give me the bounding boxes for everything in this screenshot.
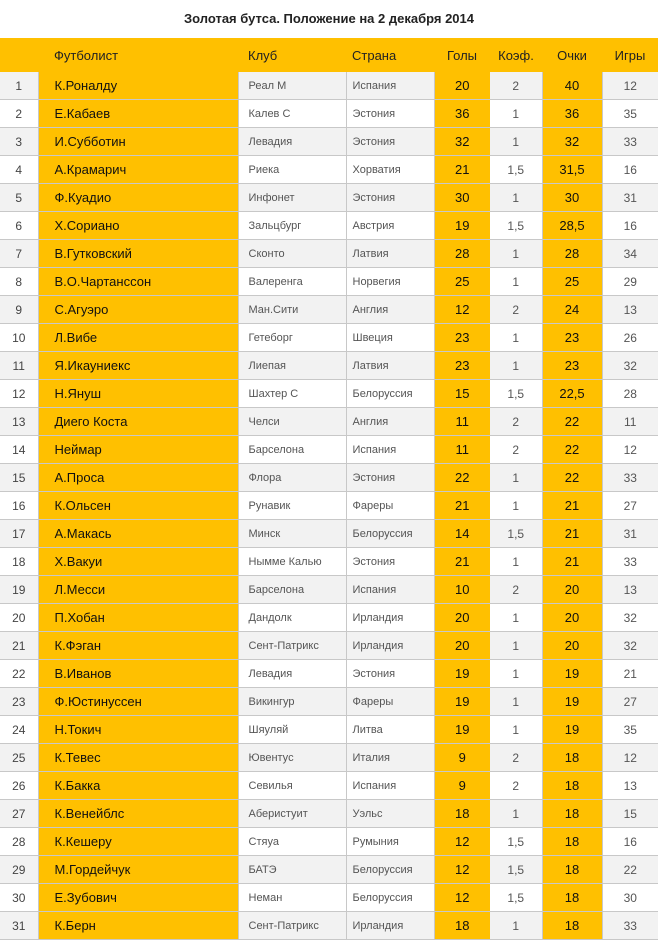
table-row	[0, 100, 658, 128]
games-value: 33	[602, 912, 658, 940]
player-name: К.Фэган	[38, 632, 238, 660]
player-name: Я.Икауниекс	[38, 352, 238, 380]
club-name: Ювентус	[238, 744, 346, 772]
goals-value: 30	[434, 184, 490, 212]
player-name: А.Крамарич	[38, 156, 238, 184]
points-value: 19	[542, 716, 602, 744]
table-row	[0, 72, 658, 100]
coef-value: 1	[490, 688, 542, 716]
goals-value: 20	[434, 632, 490, 660]
country-name: Румыния	[346, 828, 434, 856]
player-name: Неймар	[38, 436, 238, 464]
page-title: Золотая бутса. Положение на 2 декабря 2014	[184, 11, 474, 26]
player-name: Е.Зубович	[38, 884, 238, 912]
table-row	[0, 436, 658, 464]
country-name: Ирландия	[346, 632, 434, 660]
country-name: Фареры	[346, 688, 434, 716]
goals-value: 9	[434, 772, 490, 800]
points-value: 18	[542, 828, 602, 856]
header-coef: Коэф.	[490, 38, 542, 72]
goals-value: 11	[434, 436, 490, 464]
row-number: 21	[0, 632, 38, 660]
row-number: 5	[0, 184, 38, 212]
row-number: 16	[0, 492, 38, 520]
goals-value: 19	[434, 212, 490, 240]
country-name: Фареры	[346, 492, 434, 520]
games-value: 30	[602, 884, 658, 912]
games-value: 32	[602, 632, 658, 660]
club-name: Левадия	[238, 660, 346, 688]
row-number: 20	[0, 604, 38, 632]
coef-value: 2	[490, 576, 542, 604]
table-row	[0, 520, 658, 548]
points-value: 28	[542, 240, 602, 268]
player-name: И.Субботин	[38, 128, 238, 156]
club-name: Нымме Калью	[238, 548, 346, 576]
points-value: 23	[542, 324, 602, 352]
row-number: 18	[0, 548, 38, 576]
goals-value: 23	[434, 324, 490, 352]
coef-value: 1	[490, 660, 542, 688]
row-number: 1	[0, 72, 38, 100]
goals-value: 18	[434, 800, 490, 828]
club-name: Инфонет	[238, 184, 346, 212]
goals-value: 28	[434, 240, 490, 268]
club-name: Рунавик	[238, 492, 346, 520]
points-value: 20	[542, 576, 602, 604]
table-header	[0, 38, 658, 72]
goals-value: 12	[434, 856, 490, 884]
country-name: Белоруссия	[346, 856, 434, 884]
coef-value: 1	[490, 324, 542, 352]
player-name: В.О.Чартанссон	[38, 268, 238, 296]
country-name: Латвия	[346, 240, 434, 268]
row-number: 27	[0, 800, 38, 828]
table-row	[0, 128, 658, 156]
coef-value: 1,5	[490, 520, 542, 548]
club-name: БАТЭ	[238, 856, 346, 884]
table-row	[0, 912, 658, 940]
games-value: 33	[602, 548, 658, 576]
club-name: Барселона	[238, 576, 346, 604]
coef-value: 1	[490, 912, 542, 940]
table-row	[0, 464, 658, 492]
club-name: Лиепая	[238, 352, 346, 380]
games-value: 27	[602, 688, 658, 716]
coef-value: 1	[490, 604, 542, 632]
player-name: П.Хобан	[38, 604, 238, 632]
table-row	[0, 800, 658, 828]
standings-table	[0, 38, 658, 940]
goals-value: 11	[434, 408, 490, 436]
goals-value: 19	[434, 716, 490, 744]
table-row	[0, 156, 658, 184]
club-name: Гетеборг	[238, 324, 346, 352]
player-name: Н.Януш	[38, 380, 238, 408]
player-name: А.Макась	[38, 520, 238, 548]
coef-value: 2	[490, 296, 542, 324]
country-name: Эстония	[346, 548, 434, 576]
table-row	[0, 212, 658, 240]
player-name: К.Ольсен	[38, 492, 238, 520]
row-number: 11	[0, 352, 38, 380]
games-value: 11	[602, 408, 658, 436]
country-name: Литва	[346, 716, 434, 744]
table-row	[0, 268, 658, 296]
goals-value: 21	[434, 492, 490, 520]
coef-value: 1,5	[490, 156, 542, 184]
points-value: 40	[542, 72, 602, 100]
country-name: Белоруссия	[346, 884, 434, 912]
club-name: Минск	[238, 520, 346, 548]
club-name: Флора	[238, 464, 346, 492]
club-name: Шяуляй	[238, 716, 346, 744]
club-name: Сент-Патрикс	[238, 632, 346, 660]
player-name: А.Проса	[38, 464, 238, 492]
goals-value: 36	[434, 100, 490, 128]
games-value: 28	[602, 380, 658, 408]
games-value: 31	[602, 520, 658, 548]
row-number: 3	[0, 128, 38, 156]
games-value: 22	[602, 856, 658, 884]
games-value: 13	[602, 576, 658, 604]
club-name: Севилья	[238, 772, 346, 800]
coef-value: 1	[490, 352, 542, 380]
table-row	[0, 660, 658, 688]
goals-value: 32	[434, 128, 490, 156]
goals-value: 14	[434, 520, 490, 548]
points-value: 19	[542, 660, 602, 688]
table-row	[0, 548, 658, 576]
player-name: К.Венейблс	[38, 800, 238, 828]
header-row	[0, 38, 658, 72]
coef-value: 1,5	[490, 212, 542, 240]
player-name: Х.Сориано	[38, 212, 238, 240]
player-name: К.Берн	[38, 912, 238, 940]
table-row	[0, 408, 658, 436]
row-number: 28	[0, 828, 38, 856]
table-row	[0, 772, 658, 800]
points-value: 19	[542, 688, 602, 716]
row-number: 7	[0, 240, 38, 268]
goals-value: 19	[434, 688, 490, 716]
country-name: Австрия	[346, 212, 434, 240]
games-value: 21	[602, 660, 658, 688]
coef-value: 1	[490, 240, 542, 268]
player-name: К.Кешеру	[38, 828, 238, 856]
country-name: Англия	[346, 408, 434, 436]
coef-value: 1	[490, 128, 542, 156]
country-name: Белоруссия	[346, 380, 434, 408]
coef-value: 2	[490, 772, 542, 800]
row-number: 2	[0, 100, 38, 128]
games-value: 31	[602, 184, 658, 212]
row-number: 29	[0, 856, 38, 884]
country-name: Испания	[346, 436, 434, 464]
games-value: 33	[602, 464, 658, 492]
points-value: 21	[542, 492, 602, 520]
games-value: 34	[602, 240, 658, 268]
player-name: Х.Вакуи	[38, 548, 238, 576]
club-name: Сконто	[238, 240, 346, 268]
country-name: Испания	[346, 576, 434, 604]
header-player: Футболист	[38, 38, 238, 72]
row-number: 15	[0, 464, 38, 492]
points-value: 23	[542, 352, 602, 380]
games-value: 12	[602, 436, 658, 464]
points-value: 18	[542, 800, 602, 828]
goals-value: 18	[434, 912, 490, 940]
row-number: 6	[0, 212, 38, 240]
coef-value: 1	[490, 800, 542, 828]
club-name: Ман.Сити	[238, 296, 346, 324]
country-name: Швеция	[346, 324, 434, 352]
points-value: 18	[542, 856, 602, 884]
player-name: К.Роналду	[38, 72, 238, 100]
country-name: Испания	[346, 772, 434, 800]
table-row	[0, 604, 658, 632]
table-row	[0, 828, 658, 856]
games-value: 32	[602, 604, 658, 632]
row-number: 30	[0, 884, 38, 912]
country-name: Италия	[346, 744, 434, 772]
player-name: К.Бакка	[38, 772, 238, 800]
club-name: Зальцбург	[238, 212, 346, 240]
table-row	[0, 492, 658, 520]
points-value: 28,5	[542, 212, 602, 240]
coef-value: 1	[490, 548, 542, 576]
country-name: Уэльс	[346, 800, 434, 828]
player-name: К.Тевес	[38, 744, 238, 772]
games-value: 16	[602, 212, 658, 240]
games-value: 12	[602, 744, 658, 772]
club-name: Реал М	[238, 72, 346, 100]
goals-value: 10	[434, 576, 490, 604]
coef-value: 1,5	[490, 856, 542, 884]
header-club: Клуб	[238, 38, 346, 72]
games-value: 16	[602, 156, 658, 184]
country-name: Испания	[346, 72, 434, 100]
games-value: 33	[602, 128, 658, 156]
player-name: В.Иванов	[38, 660, 238, 688]
country-name: Эстония	[346, 128, 434, 156]
coef-value: 2	[490, 744, 542, 772]
points-value: 36	[542, 100, 602, 128]
points-value: 20	[542, 604, 602, 632]
games-value: 29	[602, 268, 658, 296]
points-value: 32	[542, 128, 602, 156]
player-name: Ф.Куадио	[38, 184, 238, 212]
header-points: Очки	[542, 38, 602, 72]
points-value: 22	[542, 408, 602, 436]
games-value: 35	[602, 716, 658, 744]
coef-value: 1	[490, 184, 542, 212]
player-name: Л.Вибе	[38, 324, 238, 352]
club-name: Дандолк	[238, 604, 346, 632]
club-name: Аберистуит	[238, 800, 346, 828]
country-name: Норвегия	[346, 268, 434, 296]
points-value: 18	[542, 744, 602, 772]
coef-value: 1,5	[490, 828, 542, 856]
club-name: Стяуа	[238, 828, 346, 856]
coef-value: 1	[490, 464, 542, 492]
goals-value: 12	[434, 884, 490, 912]
row-number: 17	[0, 520, 38, 548]
row-number: 8	[0, 268, 38, 296]
goals-value: 19	[434, 660, 490, 688]
coef-value: 1	[490, 632, 542, 660]
table-row	[0, 744, 658, 772]
goals-value: 15	[434, 380, 490, 408]
points-value: 25	[542, 268, 602, 296]
goals-value: 25	[434, 268, 490, 296]
row-number: 13	[0, 408, 38, 436]
table-body	[0, 72, 658, 940]
header-num	[0, 38, 38, 72]
points-value: 20	[542, 632, 602, 660]
club-name: Барселона	[238, 436, 346, 464]
table-row	[0, 884, 658, 912]
row-number: 12	[0, 380, 38, 408]
club-name: Риека	[238, 156, 346, 184]
points-value: 18	[542, 912, 602, 940]
row-number: 26	[0, 772, 38, 800]
table-row	[0, 296, 658, 324]
row-number: 31	[0, 912, 38, 940]
coef-value: 1,5	[490, 380, 542, 408]
club-name: Сент-Патрикс	[238, 912, 346, 940]
games-value: 32	[602, 352, 658, 380]
points-value: 22,5	[542, 380, 602, 408]
goals-value: 12	[434, 828, 490, 856]
points-value: 22	[542, 464, 602, 492]
coef-value: 2	[490, 72, 542, 100]
goals-value: 9	[434, 744, 490, 772]
table-row	[0, 380, 658, 408]
player-name: Е.Кабаев	[38, 100, 238, 128]
coef-value: 1,5	[490, 884, 542, 912]
row-number: 23	[0, 688, 38, 716]
table-row	[0, 240, 658, 268]
games-value: 16	[602, 828, 658, 856]
table-row	[0, 324, 658, 352]
table-row	[0, 688, 658, 716]
header-goals: Голы	[434, 38, 490, 72]
points-value: 18	[542, 884, 602, 912]
country-name: Эстония	[346, 100, 434, 128]
games-value: 35	[602, 100, 658, 128]
country-name: Хорватия	[346, 156, 434, 184]
table-row	[0, 576, 658, 604]
goals-value: 21	[434, 156, 490, 184]
club-name: Викингур	[238, 688, 346, 716]
row-number: 22	[0, 660, 38, 688]
country-name: Эстония	[346, 660, 434, 688]
country-name: Ирландия	[346, 604, 434, 632]
club-name: Левадия	[238, 128, 346, 156]
goals-value: 20	[434, 72, 490, 100]
points-value: 18	[542, 772, 602, 800]
goals-value: 21	[434, 548, 490, 576]
club-name: Валеренга	[238, 268, 346, 296]
row-number: 14	[0, 436, 38, 464]
row-number: 25	[0, 744, 38, 772]
player-name: М.Гордейчук	[38, 856, 238, 884]
games-value: 12	[602, 72, 658, 100]
games-value: 15	[602, 800, 658, 828]
coef-value: 1	[490, 492, 542, 520]
row-number: 10	[0, 324, 38, 352]
player-name: С.Агуэро	[38, 296, 238, 324]
points-value: 21	[542, 520, 602, 548]
player-name: Диего Коста	[38, 408, 238, 436]
coef-value: 1	[490, 716, 542, 744]
club-name: Неман	[238, 884, 346, 912]
games-value: 27	[602, 492, 658, 520]
table-row	[0, 184, 658, 212]
country-name: Эстония	[346, 184, 434, 212]
header-games: Игры	[602, 38, 658, 72]
player-name: Л.Месси	[38, 576, 238, 604]
club-name: Челси	[238, 408, 346, 436]
points-value: 21	[542, 548, 602, 576]
goals-value: 12	[434, 296, 490, 324]
row-number: 19	[0, 576, 38, 604]
games-value: 13	[602, 772, 658, 800]
coef-value: 1	[490, 268, 542, 296]
country-name: Белоруссия	[346, 520, 434, 548]
goals-value: 20	[434, 604, 490, 632]
coef-value: 2	[490, 436, 542, 464]
club-name: Калев С	[238, 100, 346, 128]
row-number: 9	[0, 296, 38, 324]
player-name: Ф.Юстинуссен	[38, 688, 238, 716]
table-row	[0, 352, 658, 380]
header-country: Страна	[346, 38, 434, 72]
points-value: 31,5	[542, 156, 602, 184]
row-number: 24	[0, 716, 38, 744]
table-row	[0, 716, 658, 744]
points-value: 24	[542, 296, 602, 324]
player-name: Н.Токич	[38, 716, 238, 744]
country-name: Эстония	[346, 464, 434, 492]
country-name: Латвия	[346, 352, 434, 380]
goals-value: 22	[434, 464, 490, 492]
player-name: В.Гутковский	[38, 240, 238, 268]
table-row	[0, 632, 658, 660]
games-value: 13	[602, 296, 658, 324]
points-value: 22	[542, 436, 602, 464]
country-name: Англия	[346, 296, 434, 324]
coef-value: 1	[490, 100, 542, 128]
games-value: 26	[602, 324, 658, 352]
coef-value: 2	[490, 408, 542, 436]
points-value: 30	[542, 184, 602, 212]
row-number: 4	[0, 156, 38, 184]
country-name: Ирландия	[346, 912, 434, 940]
goals-value: 23	[434, 352, 490, 380]
table-row	[0, 856, 658, 884]
club-name: Шахтер С	[238, 380, 346, 408]
